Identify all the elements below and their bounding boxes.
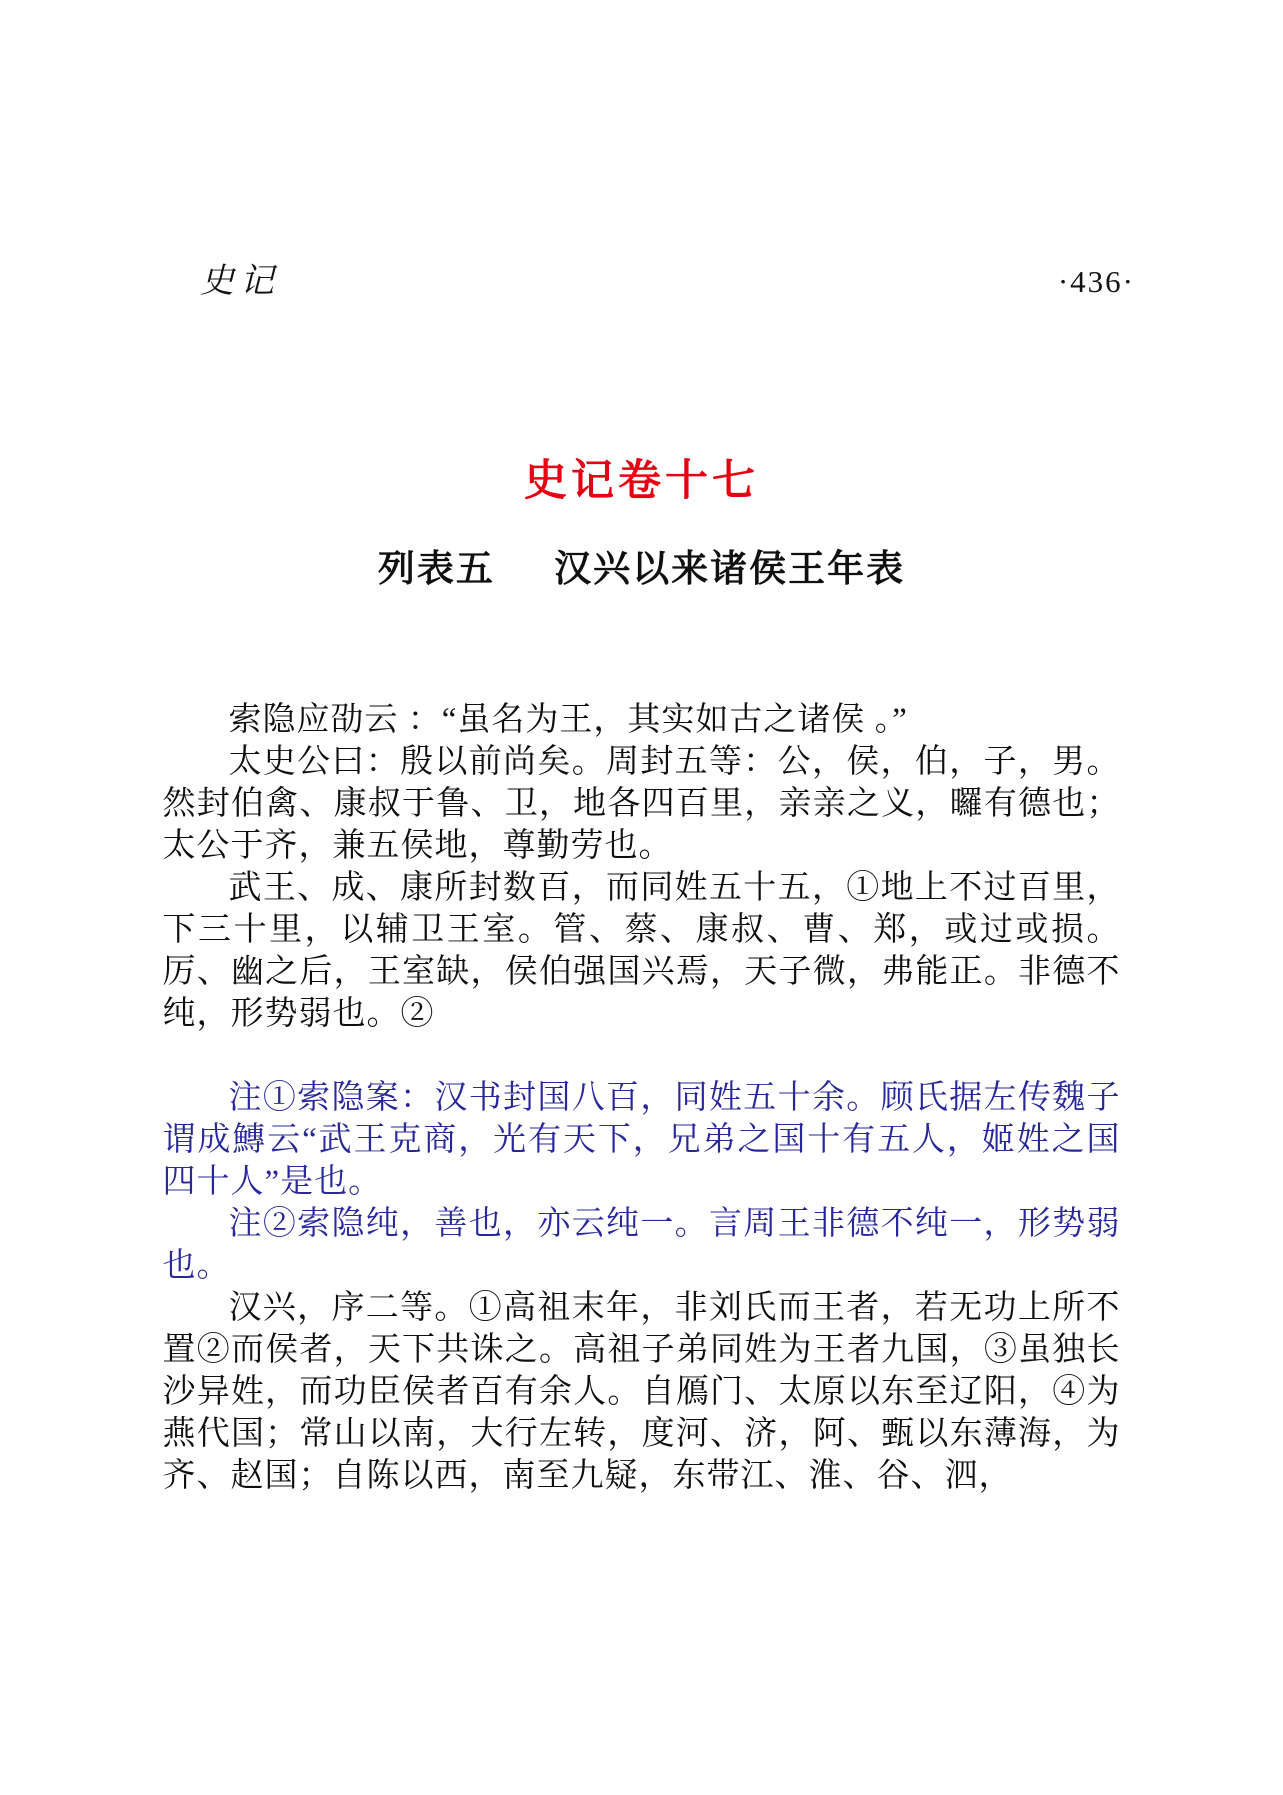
paragraph-wuwang: 武王、成、康所封数百，而同姓五十五，①地上不过百里，下三十里，以辅卫王室。管、蔡、康叔、曹、郑，或过或损。厉、幽之后，王室缺，侯伯强国兴焉，天子微，弗能正。非德不纯，形势弱也。②: [162, 870, 1121, 1032]
page-content: [163, 699, 1121, 1497]
section-label: 列表五: [377, 548, 495, 589]
paragraph-taishigong: 太史公曰：殷以前尚矣。周封五等：公，侯，伯，子，男。然封伯禽、康叔于鲁、卫，地各四百里，亲亲之义，曪有德也；太公于齐，兼五侯地，尊勤劳也。: [162, 744, 1121, 864]
running-header: [200, 262, 1135, 302]
annotation-note-2: 注②索隐纯，善也，亦云纯一。言周王非德不纯一，形势弱也。: [162, 1206, 1121, 1284]
section-title: [0, 550, 1283, 587]
page-number: ·436·: [1057, 264, 1135, 299]
paragraph-hanxing: 汉兴，序二等。①高祖末年，非刘氏而王者，若无功上所不置②而侯者，天下共诛之。高祖子弟同姓为王者九国，③虽独长沙异姓，而功臣侯者百有余人。自鴈门、太原以东至辽阳，④为燕代国；常山以南，大行左转，度河、济，阿、甄以东薄海，为齐、赵国；自陈以西，南至九疑，东带江、淮、谷、泗，: [162, 1290, 1121, 1494]
running-head-book-title: 史记: [200, 263, 280, 300]
section-name: 汉兴以来诸侯王年表: [554, 548, 906, 589]
annotation-note-1: 注①索隐案：汉书封国八百，同姓五十余。顾氏据左传魏子谓成鱄云“武王克商，光有天下，兄弟之国十有五人，姬姓之国四十人”是也。: [162, 1080, 1121, 1200]
chapter-title: 史记卷十七: [524, 457, 759, 505]
paragraph-suoyin-quote: 索隐应劭云 ：“虽名为王，其实如古之诸侯 。”: [228, 702, 908, 738]
